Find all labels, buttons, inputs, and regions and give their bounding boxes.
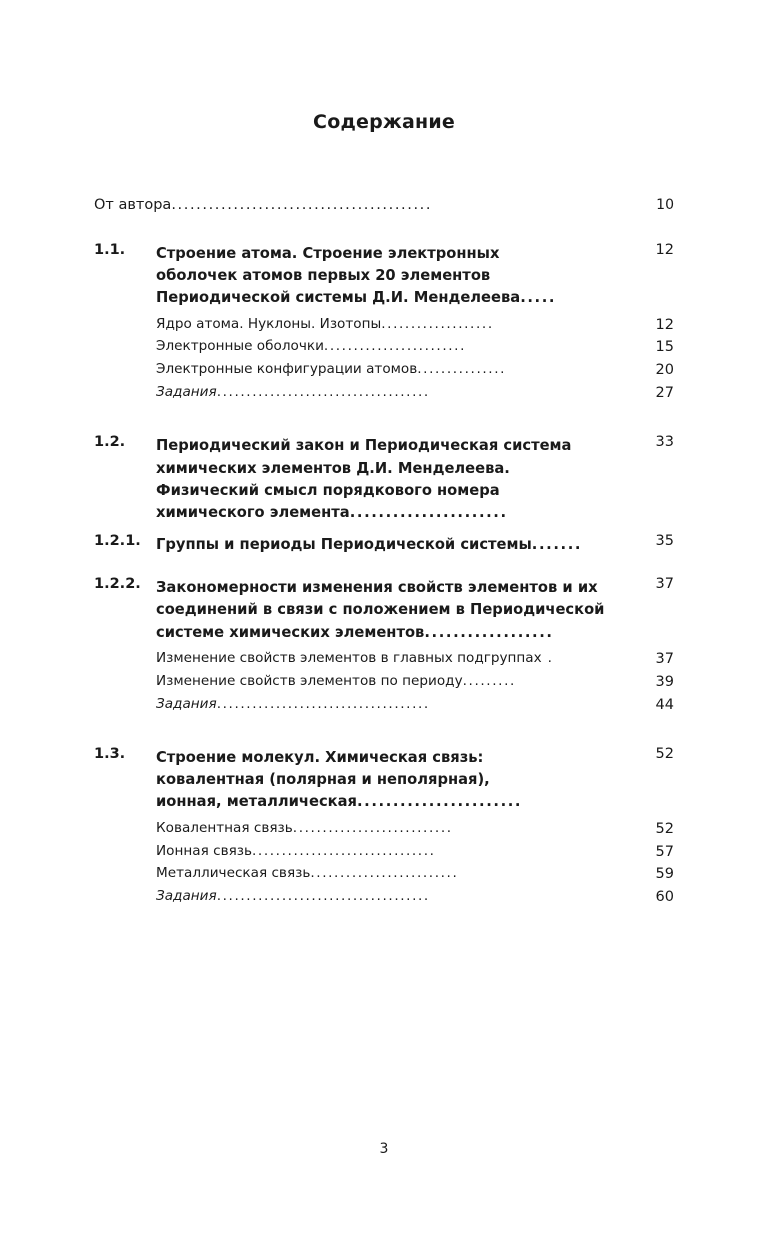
leader-dots: ......................... xyxy=(310,865,459,882)
toc-entry-line-1: Группы и периоды Периодической системы xyxy=(156,535,532,553)
toc-entry-1-3[interactable] xyxy=(94,747,674,814)
toc-entry-1-2[interactable] xyxy=(94,435,674,524)
toc-entry-label: Электронные конфигурации атомов xyxy=(156,361,418,378)
toc-entry-1-2-2-tasks[interactable] xyxy=(94,694,674,717)
toc-entry-text xyxy=(94,694,632,715)
toc-entry-line-2: ковалентная (полярная и неполярная), xyxy=(156,770,490,788)
toc-entry-text xyxy=(94,648,632,669)
toc-entry-page: 15 xyxy=(655,339,674,356)
leader-dots: ............................... xyxy=(252,842,436,859)
toc-entry-1-1-c[interactable] xyxy=(94,359,674,382)
toc-entry-label: Ионная связь xyxy=(156,842,252,859)
toc-entry-page: 33 xyxy=(655,434,674,451)
leader-dots: ......... xyxy=(462,672,516,689)
toc-entry-1-3-tasks[interactable] xyxy=(94,886,674,909)
toc-entry-line-3: системе химических элементов xyxy=(156,623,425,641)
toc-entry-1-3-b[interactable] xyxy=(94,841,674,864)
toc-entry-preface[interactable] xyxy=(94,198,674,213)
toc-entry-page: 59 xyxy=(655,866,674,883)
toc-entry-label: Металлическая связь xyxy=(156,865,311,882)
toc-entry-label: Ядро атома. Нуклоны. Изотопы xyxy=(156,315,382,332)
toc-entry-label: Ковалентная связь xyxy=(156,819,293,836)
toc-entry-line-3: Периодической системы Д.И. Менделеева xyxy=(156,289,521,307)
toc-entry-number: 1.1. xyxy=(94,241,126,258)
toc-entry-1-2-2-a[interactable] xyxy=(94,648,674,671)
toc-entry-label: Изменение свойств элементов по периоду xyxy=(156,672,463,689)
toc-entry-number: 1.2.1. xyxy=(94,532,141,549)
toc-entry-label: Задания xyxy=(156,384,217,401)
leader-dots: . xyxy=(541,649,554,666)
toc-entry-text xyxy=(94,382,632,403)
toc-entry-line-4: химического элемента xyxy=(156,504,350,522)
leader-dots: .................................... xyxy=(216,888,430,905)
leader-dots: ...................... xyxy=(349,504,508,522)
toc-entry-page: 12 xyxy=(655,241,674,258)
toc-entry-1-2-1[interactable] xyxy=(94,534,674,556)
toc-entry-page: 37 xyxy=(655,575,674,592)
toc-entry-text xyxy=(94,818,632,839)
toc-entry-text xyxy=(94,314,632,335)
leader-dots: ....................... xyxy=(356,793,523,811)
toc-entry-page: 20 xyxy=(655,362,674,379)
toc-entry-line-1: Строение молекул. Химическая связь: xyxy=(156,748,484,766)
toc-entry-label: Изменение свойств элементов в главных подгруппах xyxy=(156,649,542,666)
toc-entry-text xyxy=(94,863,632,884)
toc-entry-number: 1.2.2. xyxy=(94,575,141,592)
toc-entry-1-2-2[interactable] xyxy=(94,577,674,644)
toc-entry-text xyxy=(94,198,632,213)
toc-entry-page: 10 xyxy=(656,197,674,213)
toc-entry-1-1[interactable] xyxy=(94,243,674,310)
leader-dots: ....... xyxy=(531,535,583,553)
toc-entry-text xyxy=(94,336,632,357)
toc-entry-line-2: соединений в связи с положением в Периодической xyxy=(156,601,605,619)
toc-entry-label: Задания xyxy=(156,888,217,905)
toc-entry-label: Электронные оболочки xyxy=(156,338,324,355)
toc-entry-1-3-a[interactable] xyxy=(94,818,674,841)
toc-entry-line-2: химических элементов Д.И. Менделеева. xyxy=(156,459,510,477)
toc-entry-text xyxy=(94,886,632,907)
toc-entry-page: 27 xyxy=(655,385,674,402)
toc-entry-number: 1.3. xyxy=(94,745,126,762)
page-folio: 3 xyxy=(379,1141,389,1157)
toc-entry-text xyxy=(94,841,632,862)
toc-entry-text xyxy=(94,359,632,380)
toc-entry-1-3-c[interactable] xyxy=(94,863,674,886)
toc-entry-line-1: Строение атома. Строение электронных xyxy=(156,244,500,262)
leader-dots: ........................ xyxy=(323,338,467,355)
toc-entry-1-1-b[interactable] xyxy=(94,336,674,359)
toc-entry-label: От автора xyxy=(94,197,172,213)
toc-entry-page: 12 xyxy=(655,316,674,333)
toc-entry-page: 52 xyxy=(655,820,674,837)
toc-list xyxy=(94,133,674,909)
toc-entry-page: 37 xyxy=(655,650,674,667)
toc-entry-line-2: оболочек атомов первых 20 элементов xyxy=(156,266,491,284)
toc-entry-1-2-2-b[interactable] xyxy=(94,671,674,694)
leader-dots: .................................... xyxy=(216,695,430,712)
toc-entry-page: 39 xyxy=(655,673,674,690)
leader-dots: .................................... xyxy=(216,384,430,401)
toc-entry-text xyxy=(94,671,632,692)
toc-entry-text xyxy=(156,577,632,644)
toc-entry-page: 57 xyxy=(655,843,674,860)
toc-entry-page: 44 xyxy=(655,696,674,713)
toc-entry-page: 52 xyxy=(655,745,674,762)
leader-dots: ........................... xyxy=(292,819,453,836)
toc-entry-line-1: Периодический закон и Периодическая система xyxy=(156,437,572,455)
toc-entry-line-3: ионная, металлическая xyxy=(156,793,357,811)
toc-entry-text xyxy=(156,243,632,310)
toc-entry-page: 60 xyxy=(655,889,674,906)
leader-dots: ............... xyxy=(417,361,507,378)
toc-entry-text xyxy=(156,435,632,524)
leader-dots: ..... xyxy=(520,289,557,307)
toc-entry-number: 1.2. xyxy=(94,434,126,451)
toc-entry-page: 35 xyxy=(655,532,674,549)
leader-dots: .......................................... xyxy=(171,197,433,213)
toc-entry-label: Задания xyxy=(156,695,217,712)
toc-entry-text xyxy=(156,534,632,556)
toc-entry-line-1: Закономерности изменения свойств элементов и их xyxy=(156,578,598,596)
page-title: Содержание xyxy=(313,111,455,133)
leader-dots: ................... xyxy=(381,315,494,332)
toc-entry-1-1-a[interactable] xyxy=(94,314,674,337)
toc-entry-text xyxy=(156,747,632,814)
toc-entry-line-3: Физический смысл порядкового номера xyxy=(156,481,500,499)
toc-entry-1-1-tasks[interactable] xyxy=(94,382,674,405)
leader-dots: .................. xyxy=(424,623,554,641)
